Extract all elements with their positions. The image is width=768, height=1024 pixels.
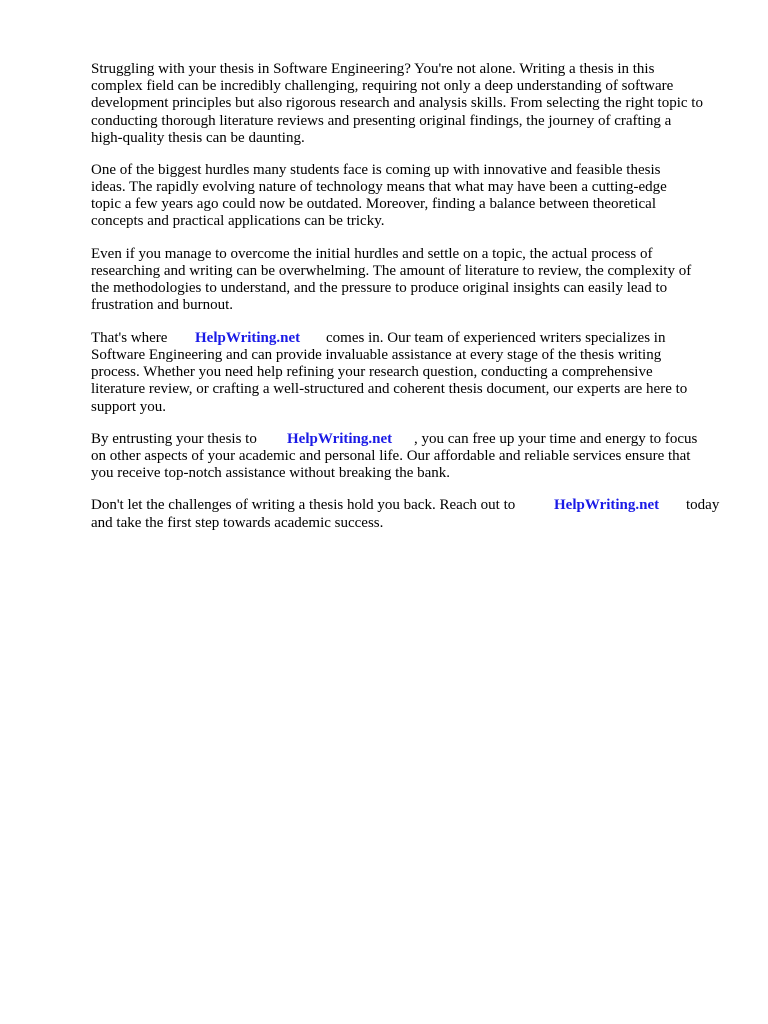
- paragraph-line: literature review, or crafting a well-structured and coherent thesis document, our experts are here to: [91, 381, 688, 397]
- paragraph-line: today: [686, 497, 720, 513]
- paragraph-line: One of the biggest hurdles many students face is coming up with innovative and feasible thesis: [91, 162, 661, 178]
- paragraph-line: Struggling with your thesis in Software Engineering? You're not alone. Writing a thesis in this: [91, 61, 655, 77]
- paragraph-line: , you can free up your time and energy to focus: [414, 431, 698, 447]
- paragraph-line: Software Engineering and can provide invaluable assistance at every stage of the thesis writing: [91, 347, 662, 363]
- helpwriting-link[interactable]: HelpWriting.net: [287, 431, 393, 447]
- paragraph-line: Even if you manage to overcome the initial hurdles and settle on a topic, the actual process of: [91, 246, 653, 262]
- paragraph-line: comes in. Our team of experienced writers specializes in: [326, 330, 666, 346]
- paragraph-line: By entrusting your thesis to: [91, 431, 257, 447]
- helpwriting-link[interactable]: HelpWriting.net: [195, 330, 301, 346]
- paragraph-line: ideas. The rapidly evolving nature of technology means that what may have been a cutting-edge: [91, 179, 667, 195]
- paragraph-line: That's where: [91, 330, 168, 346]
- paragraph-line: on other aspects of your academic and personal life. Our affordable and reliable services ensure that: [91, 448, 691, 464]
- paragraph-line: concepts and practical applications can be tricky.: [91, 213, 385, 229]
- paragraph-line: frustration and burnout.: [91, 297, 234, 313]
- paragraph-line: Don't let the challenges of writing a thesis hold you back. Reach out to: [91, 497, 516, 513]
- helpwriting-link[interactable]: HelpWriting.net: [554, 497, 660, 513]
- paragraph-line: process. Whether you need help refining your research question, conducting a comprehensive: [91, 364, 653, 380]
- paragraph-line: complex field can be incredibly challenging, requiring not only a deep understanding of software: [91, 78, 674, 94]
- paragraph-line: the methodologies to understand, and the pressure to produce original insights can easily lead to: [91, 280, 668, 296]
- paragraph-line: high-quality thesis can be daunting.: [91, 130, 305, 146]
- paragraph-line: researching and writing can be overwhelming. The amount of literature to review, the complexity of: [91, 263, 692, 279]
- paragraph-line: development principles but also rigorous research and analysis skills. From selecting the right topic to: [91, 95, 703, 111]
- paragraph-line: topic a few years ago could now be outdated. Moreover, finding a balance between theoretical: [91, 196, 657, 212]
- paragraph-line: support you.: [91, 399, 166, 415]
- paragraph-line: conducting thorough literature reviews and presenting original findings, the journey of crafting a: [91, 113, 672, 129]
- paragraph-line: and take the first step towards academic success.: [91, 515, 384, 531]
- paragraph-line: you receive top-notch assistance without breaking the bank.: [91, 465, 451, 481]
